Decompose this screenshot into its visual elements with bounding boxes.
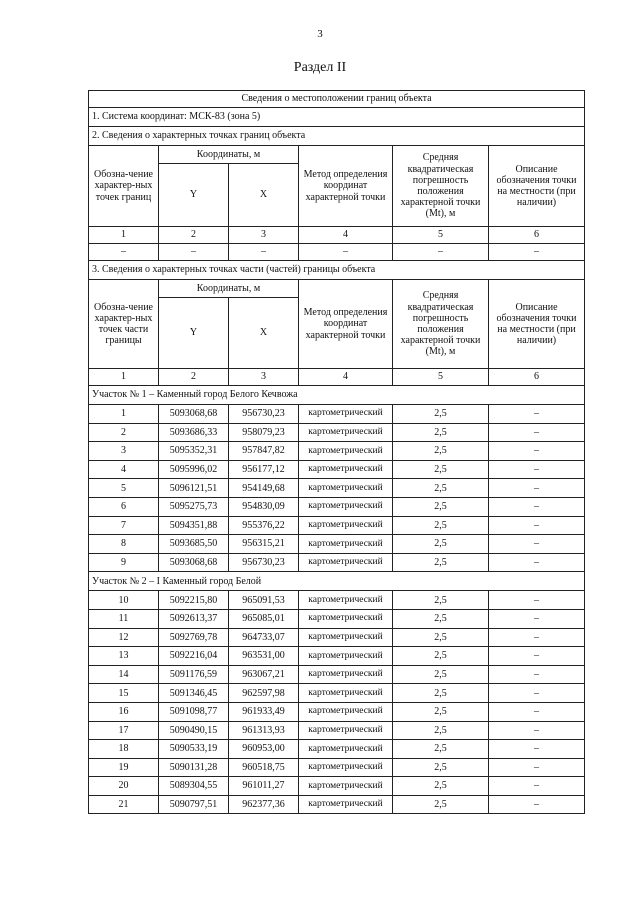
coord-x: 965085,01 xyxy=(229,609,299,628)
column-numbers-row xyxy=(89,369,585,386)
method-cell: картометрический xyxy=(299,684,393,703)
header-y: Y xyxy=(159,298,229,369)
error-cell: 2,5 xyxy=(393,777,489,796)
description-cell: – xyxy=(489,721,585,740)
header-coordinates: Координаты, м xyxy=(159,280,299,298)
coord-x: 961011,27 xyxy=(229,777,299,796)
error-cell: 2,5 xyxy=(393,795,489,814)
header-y: Y xyxy=(159,164,229,227)
coord-y: 5090533,19 xyxy=(159,740,229,759)
coord-y: 5095352,31 xyxy=(159,442,229,461)
description-cell: – xyxy=(489,665,585,684)
page-number: 3 xyxy=(317,28,323,40)
point-number: 13 xyxy=(89,647,159,666)
empty-cell: – xyxy=(89,244,159,261)
coord-x: 964733,07 xyxy=(229,628,299,647)
coord-y: 5091176,59 xyxy=(159,665,229,684)
method-cell: картометрический xyxy=(299,702,393,721)
coord-x: 962597,98 xyxy=(229,684,299,703)
method-cell: картометрический xyxy=(299,516,393,535)
table-row xyxy=(89,460,585,479)
coord-y: 5091346,45 xyxy=(159,684,229,703)
column-numbers-row xyxy=(89,227,585,244)
description-cell: – xyxy=(489,479,585,498)
header-method: Метод определения координат характерной точки xyxy=(299,280,393,369)
description-cell: – xyxy=(489,609,585,628)
point-number: 20 xyxy=(89,777,159,796)
coord-x: 954149,68 xyxy=(229,479,299,498)
column-number: 3 xyxy=(229,369,299,386)
coord-y: 5093686,33 xyxy=(159,423,229,442)
header-coordinates: Координаты, м xyxy=(159,146,299,164)
column-number: 6 xyxy=(489,227,585,244)
empty-cell: – xyxy=(229,244,299,261)
error-cell: 2,5 xyxy=(393,553,489,572)
coord-x: 954830,09 xyxy=(229,497,299,516)
description-cell: – xyxy=(489,442,585,461)
empty-cell: – xyxy=(489,244,585,261)
table-row xyxy=(89,516,585,535)
method-cell: картометрический xyxy=(299,721,393,740)
description-cell: – xyxy=(489,777,585,796)
error-cell: 2,5 xyxy=(393,702,489,721)
coord-x: 957847,82 xyxy=(229,442,299,461)
table-row xyxy=(89,609,585,628)
column-number: 2 xyxy=(159,369,229,386)
error-cell: 2,5 xyxy=(393,758,489,777)
method-cell: картометрический xyxy=(299,647,393,666)
coord-x: 961933,49 xyxy=(229,702,299,721)
point-number: 2 xyxy=(89,423,159,442)
empty-cell: – xyxy=(299,244,393,261)
description-cell: – xyxy=(489,740,585,759)
coord-x: 962377,36 xyxy=(229,795,299,814)
column-number: 2 xyxy=(159,227,229,244)
empty-cell: – xyxy=(393,244,489,261)
method-cell: картометрический xyxy=(299,758,393,777)
section-title: Раздел II xyxy=(293,60,347,75)
method-cell: картометрический xyxy=(299,795,393,814)
point-number: 21 xyxy=(89,795,159,814)
description-cell: – xyxy=(489,684,585,703)
description-cell: – xyxy=(489,497,585,516)
point-number: 1 xyxy=(89,405,159,424)
table-row xyxy=(89,702,585,721)
description-cell: – xyxy=(489,460,585,479)
point-number: 4 xyxy=(89,460,159,479)
description-cell: – xyxy=(489,795,585,814)
section-2-title: 2. Сведения о характерных точках границ объекта xyxy=(89,127,585,146)
method-cell: картометрический xyxy=(299,591,393,610)
header-method: Метод определения координат характерной точки xyxy=(299,146,393,227)
error-cell: 2,5 xyxy=(393,740,489,759)
table-row xyxy=(89,591,585,610)
column-number: 5 xyxy=(393,369,489,386)
coord-y: 5090490,15 xyxy=(159,721,229,740)
point-number: 11 xyxy=(89,609,159,628)
point-number: 9 xyxy=(89,553,159,572)
point-number: 8 xyxy=(89,535,159,554)
description-cell: – xyxy=(489,758,585,777)
error-cell: 2,5 xyxy=(393,647,489,666)
coord-y: 5090797,51 xyxy=(159,795,229,814)
method-cell: картометрический xyxy=(299,460,393,479)
coord-y: 5090131,28 xyxy=(159,758,229,777)
coord-x: 963067,21 xyxy=(229,665,299,684)
column-number: 5 xyxy=(393,227,489,244)
empty-row xyxy=(89,244,585,261)
coord-x: 960518,75 xyxy=(229,758,299,777)
coord-y: 5095275,73 xyxy=(159,497,229,516)
description-cell: – xyxy=(489,628,585,647)
method-cell: картометрический xyxy=(299,777,393,796)
description-cell: – xyxy=(489,553,585,572)
method-cell: картометрический xyxy=(299,497,393,516)
coord-y: 5093685,50 xyxy=(159,535,229,554)
coordinate-system-row: 1. Система координат: МСК-83 (зона 5) xyxy=(89,108,585,127)
header-x: X xyxy=(229,298,299,369)
coord-y: 5092613,37 xyxy=(159,609,229,628)
column-number: 1 xyxy=(89,369,159,386)
table-title: Сведения о местоположении границ объекта xyxy=(89,91,585,108)
coord-y: 5096121,51 xyxy=(159,479,229,498)
point-number: 7 xyxy=(89,516,159,535)
table-row xyxy=(89,535,585,554)
header-point: Обозна-чение характер-ных точек границ xyxy=(89,146,159,227)
error-cell: 2,5 xyxy=(393,591,489,610)
header-error: Средняя квадратическая погрешность положения характерной точки (Mt), м xyxy=(393,146,489,227)
point-number: 5 xyxy=(89,479,159,498)
point-number: 16 xyxy=(89,702,159,721)
coord-y: 5092216,04 xyxy=(159,647,229,666)
table-row xyxy=(89,647,585,666)
table-row xyxy=(89,497,585,516)
description-cell: – xyxy=(489,535,585,554)
description-cell: – xyxy=(489,405,585,424)
table-row xyxy=(89,479,585,498)
coord-y: 5092215,80 xyxy=(159,591,229,610)
error-cell: 2,5 xyxy=(393,721,489,740)
method-cell: картометрический xyxy=(299,535,393,554)
coord-x: 961313,93 xyxy=(229,721,299,740)
method-cell: картометрический xyxy=(299,423,393,442)
method-cell: картометрический xyxy=(299,740,393,759)
description-cell: – xyxy=(489,702,585,721)
table-row xyxy=(89,684,585,703)
point-number: 10 xyxy=(89,591,159,610)
table-row xyxy=(89,665,585,684)
table-row xyxy=(89,423,585,442)
boundary-table xyxy=(88,90,585,814)
header-point: Обозна-чение характер-ных точек части границы xyxy=(89,280,159,369)
column-number: 6 xyxy=(489,369,585,386)
point-number: 14 xyxy=(89,665,159,684)
table-row xyxy=(89,795,585,814)
method-cell: картометрический xyxy=(299,553,393,572)
method-cell: картометрический xyxy=(299,609,393,628)
description-cell: – xyxy=(489,516,585,535)
coord-y: 5089304,55 xyxy=(159,777,229,796)
coord-x: 958079,23 xyxy=(229,423,299,442)
table-row xyxy=(89,628,585,647)
table-row xyxy=(89,740,585,759)
description-cell: – xyxy=(489,423,585,442)
point-number: 18 xyxy=(89,740,159,759)
header-description: Описание обозначения точки на местности (при наличии) xyxy=(489,280,585,369)
coord-x: 956177,12 xyxy=(229,460,299,479)
table-row xyxy=(89,721,585,740)
error-cell: 2,5 xyxy=(393,665,489,684)
coord-x: 955376,22 xyxy=(229,516,299,535)
point-number: 19 xyxy=(89,758,159,777)
error-cell: 2,5 xyxy=(393,479,489,498)
error-cell: 2,5 xyxy=(393,609,489,628)
table-row xyxy=(89,405,585,424)
empty-cell: – xyxy=(159,244,229,261)
error-cell: 2,5 xyxy=(393,535,489,554)
coord-x: 963531,00 xyxy=(229,647,299,666)
table-row xyxy=(89,758,585,777)
header-description: Описание обозначения точки на местности (при наличии) xyxy=(489,146,585,227)
coord-x: 956315,21 xyxy=(229,535,299,554)
error-cell: 2,5 xyxy=(393,460,489,479)
method-cell: картометрический xyxy=(299,479,393,498)
table-row xyxy=(89,777,585,796)
column-number: 4 xyxy=(299,227,393,244)
column-number: 3 xyxy=(229,227,299,244)
error-cell: 2,5 xyxy=(393,405,489,424)
error-cell: 2,5 xyxy=(393,516,489,535)
header-x: X xyxy=(229,164,299,227)
point-number: 17 xyxy=(89,721,159,740)
coord-y: 5092769,78 xyxy=(159,628,229,647)
method-cell: картометрический xyxy=(299,405,393,424)
error-cell: 2,5 xyxy=(393,442,489,461)
method-cell: картометрический xyxy=(299,442,393,461)
description-cell: – xyxy=(489,591,585,610)
plot-title: Участок № 2 – I Каменный город Белой xyxy=(89,572,585,591)
table-row xyxy=(89,553,585,572)
column-number: 4 xyxy=(299,369,393,386)
error-cell: 2,5 xyxy=(393,497,489,516)
plot-title: Участок № 1 – Каменный город Белого Кечвожа xyxy=(89,386,585,405)
point-number: 12 xyxy=(89,628,159,647)
error-cell: 2,5 xyxy=(393,423,489,442)
section-3-title: 3. Сведения о характерных точках части (частей) границы объекта xyxy=(89,261,585,280)
coord-y: 5093068,68 xyxy=(159,553,229,572)
error-cell: 2,5 xyxy=(393,628,489,647)
description-cell: – xyxy=(489,647,585,666)
coord-y: 5095996,02 xyxy=(159,460,229,479)
header-error: Средняя квадратическая погрешность положения характерной точки (Mt), м xyxy=(393,280,489,369)
coord-y: 5091098,77 xyxy=(159,702,229,721)
error-cell: 2,5 xyxy=(393,684,489,703)
coord-y: 5093068,68 xyxy=(159,405,229,424)
table-row xyxy=(89,442,585,461)
method-cell: картометрический xyxy=(299,628,393,647)
point-number: 6 xyxy=(89,497,159,516)
point-number: 3 xyxy=(89,442,159,461)
coord-y: 5094351,88 xyxy=(159,516,229,535)
coord-x: 960953,00 xyxy=(229,740,299,759)
coord-x: 965091,53 xyxy=(229,591,299,610)
column-number: 1 xyxy=(89,227,159,244)
method-cell: картометрический xyxy=(299,665,393,684)
coord-x: 956730,23 xyxy=(229,405,299,424)
coord-x: 956730,23 xyxy=(229,553,299,572)
point-number: 15 xyxy=(89,684,159,703)
